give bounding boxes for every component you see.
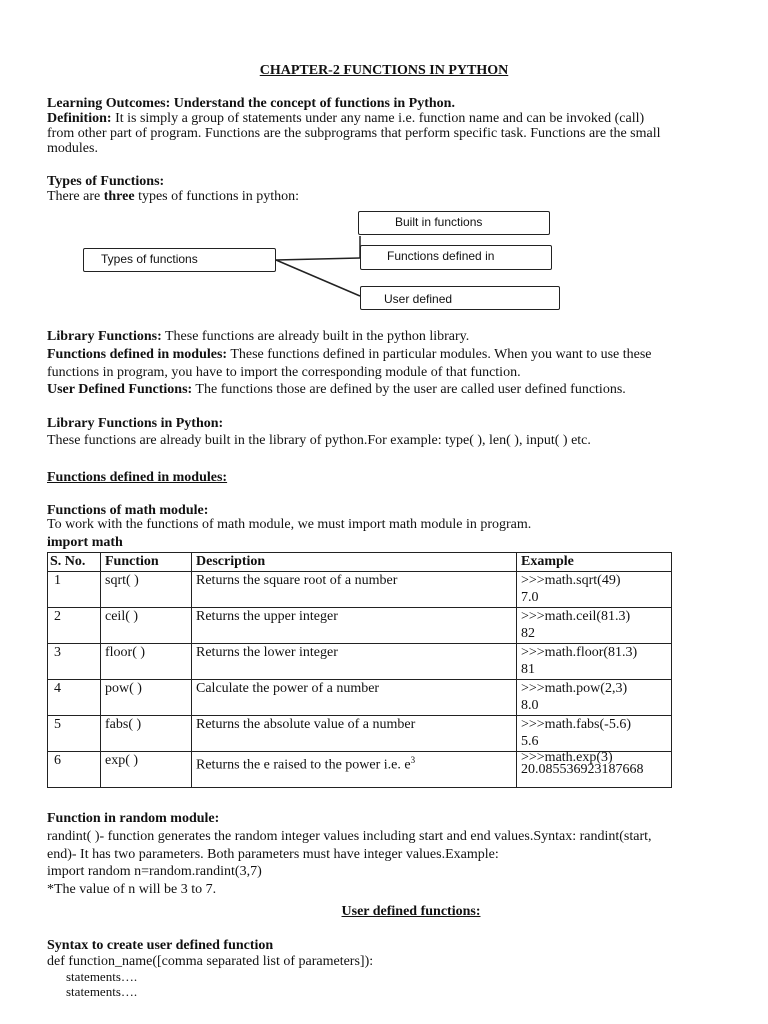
header-function: Function — [101, 553, 192, 572]
random-line-2: end)- It has two parameters. Both parameters must have integer values.Example: — [47, 847, 499, 862]
cell-sno: 2 — [48, 608, 101, 644]
cell-example: >>>math.exp(3) 20.085536923187668 — [517, 752, 672, 788]
statement-line-1: statements…. — [66, 969, 138, 984]
modules-heading: Functions defined in modules: — [47, 470, 228, 485]
cell-example: >>>math.fabs(-5.6) 5.6 — [517, 716, 672, 752]
math-heading: Functions of math module: — [47, 503, 209, 518]
cell-function: ceil( ) — [101, 608, 192, 644]
table-row — [48, 680, 672, 716]
cell-example: >>>math.ceil(81.3) 82 — [517, 608, 672, 644]
library-python-heading: Library Functions in Python: — [47, 416, 224, 431]
random-line-1: randint( )- function generates the random integer values including start and end values.Syntax: randint(start, — [47, 829, 652, 844]
math-functions-table — [47, 552, 672, 788]
table-row — [48, 608, 672, 644]
math-text: To work with the functions of math module, we must import math module in program. — [47, 517, 532, 532]
user-functions-desc: User Defined Functions: The functions those are defined by the user are called user defined functions. — [47, 382, 626, 397]
types-intro: There are three types of functions in python: — [47, 189, 300, 204]
table-row — [48, 572, 672, 608]
cell-description: Returns the e raised to the power i.e. $e^3$ — [192, 752, 517, 788]
modules-functions-desc-1: Functions defined in modules: These functions defined in particular modules. When you want to use these — [47, 347, 652, 362]
random-line-3: import random n=random.randint(3,7) — [47, 864, 262, 879]
cell-sno: 1 — [48, 572, 101, 608]
cell-description: Returns the lower integer — [192, 644, 517, 680]
header-sno: S. No. — [48, 553, 101, 572]
definition-line-3: modules. — [47, 141, 98, 156]
def-line: def function_name([comma separated list of parameters]): — [47, 954, 374, 969]
diagram-user-defined-box: User defined — [360, 286, 560, 310]
cell-description: Calculate the power of a number — [192, 680, 517, 716]
user-defined-heading: User defined functions: — [341, 904, 481, 919]
cell-function: floor( ) — [101, 644, 192, 680]
cell-function: fabs( ) — [101, 716, 192, 752]
definition-line-2: from other part of program. Functions are the subprograms that perform specific task. Functions are the small — [47, 126, 661, 141]
table-header-row — [48, 553, 672, 572]
diagram-modules-box: Functions defined in — [360, 245, 552, 270]
statement-line-2: statements…. — [66, 984, 138, 999]
syntax-heading: Syntax to create user defined function — [47, 938, 274, 953]
cell-function: pow( ) — [101, 680, 192, 716]
modules-functions-desc-2: functions in program, you have to import the corresponding module of that function. — [47, 365, 521, 380]
cell-description: Returns the absolute value of a number — [192, 716, 517, 752]
cell-example: >>>math.sqrt(49) 7.0 — [517, 572, 672, 608]
random-line-4: *The value of n will be 3 to 7. — [47, 882, 217, 897]
types-heading: Types of Functions: — [47, 174, 165, 189]
header-description: Description — [192, 553, 517, 572]
math-import: import math — [47, 535, 123, 550]
diagram-root-box: Types of functions — [83, 248, 276, 272]
cell-description: Returns the upper integer — [192, 608, 517, 644]
table-row — [48, 752, 672, 788]
table-row — [48, 716, 672, 752]
table-row — [48, 644, 672, 680]
learning-outcomes: Learning Outcomes: Understand the concept of functions in Python. — [47, 96, 455, 111]
library-python-text: These functions are already built in the library of python.For example: type( ), len( ), input( ) etc. — [47, 433, 591, 448]
cell-function: exp( ) — [101, 752, 192, 788]
cell-sno: 5 — [48, 716, 101, 752]
cell-sno: 3 — [48, 644, 101, 680]
diagram-connectors — [0, 0, 768, 330]
cell-example: >>>math.pow(2,3) 8.0 — [517, 680, 672, 716]
page-title: CHAPTER-2 FUNCTIONS IN PYTHON — [259, 63, 509, 78]
cell-description: Returns the square root of a number — [192, 572, 517, 608]
diagram-built-in-box: Built in functions — [358, 211, 550, 235]
library-functions-desc: Library Functions: These functions are already built in the python library. — [47, 329, 470, 344]
cell-sno: 4 — [48, 680, 101, 716]
definition-label: Definition: — [47, 111, 112, 126]
definition-line-1: Definition: It is simply a group of statements under any name i.e. function name and can be invoked (call) — [47, 111, 645, 126]
cell-example: >>>math.floor(81.3) 81 — [517, 644, 672, 680]
cell-function: sqrt( ) — [101, 572, 192, 608]
header-example: Example — [517, 553, 672, 572]
random-heading: Function in random module: — [47, 811, 220, 826]
cell-sno: 6 — [48, 752, 101, 788]
